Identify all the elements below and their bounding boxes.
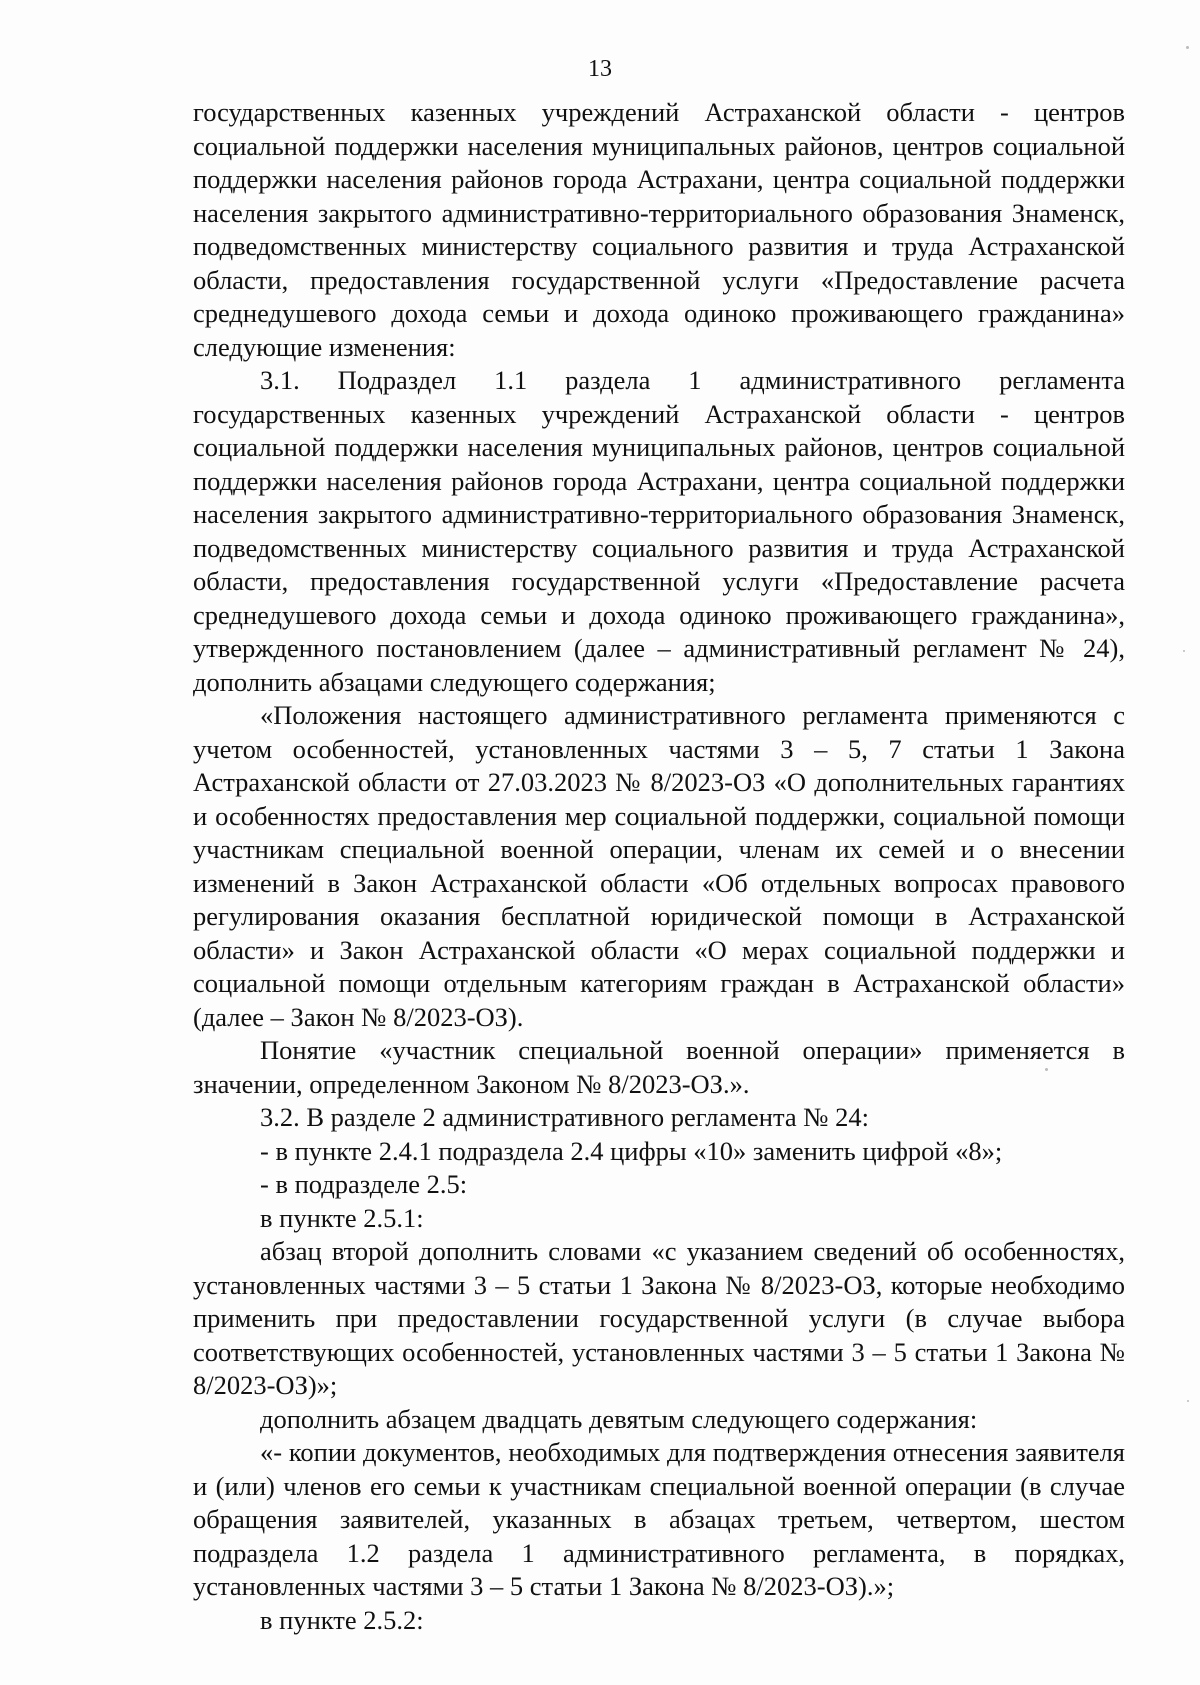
scan-speck [1187, 1400, 1189, 1402]
paragraph-5: - в пункте 2.4.1 подраздела 2.4 цифры «10» заменить цифрой «8»; [260, 1135, 1003, 1166]
scan-speck [1183, 650, 1185, 652]
paragraph-1: 3.1. Подраздел 1.1 раздела 1 административного регламента государственных казенных учреждений Астраханской области - центров социальной поддержки населения муниципальных районов, центров социальной поддержки населения районов города Астрахани, центра социальной поддержки населения закрытого административно-территориального образования Знаменск, подведомственных министерству социального развития и труда Астраханской области, предоставления государственной услуги «Предоставление расчета среднедушевого дохода семьи и дохода одиноко проживающего гражданина», утвержденного постановлением (далее – административный регламент № 24), дополнить абзацами следующего содержания; [193, 365, 1125, 697]
scan-speck [1045, 1068, 1048, 1071]
paragraph-10: «- копии документов, необходимых для подтверждения отнесения заявителя и (или) членов его семьи к участникам специальной военной операции (в случае обращения заявителей, указанных в абзацах третьем, четвертом, шестом подраздела 1.2 раздела 1 административного регламента, в порядках, установленных частями 3 – 5 статьи 1 Закона № 8/2023-ОЗ).»; [193, 1437, 1125, 1601]
paragraph-3: Понятие «участник специальной военной операции» применяется в значении, определенном Законом № 8/2023-ОЗ.». [193, 1035, 1125, 1099]
paragraph-4: 3.2. В разделе 2 административного регламента № 24: [260, 1102, 870, 1132]
document-body [193, 96, 1125, 1637]
paragraph-0: государственных казенных учреждений Астраханской области - центров социальной поддержки населения муниципальных районов, центров социальной поддержки населения районов города Астрахани, центра социальной поддержки населения закрытого административно-территориального образования Знаменск, подведомственных министерству социального развития и труда Астраханской области, предоставления государственной услуги «Предоставление расчета среднедушевого дохода семьи и дохода одиноко проживающего гражданина» следующие изменения: [193, 97, 1125, 362]
paragraph-7: в пункте 2.5.1: [260, 1202, 424, 1233]
paragraph-6: - в подразделе 2.5: [260, 1169, 468, 1199]
paragraph-11: в пункте 2.5.2: [260, 1604, 424, 1635]
page-number: 13 [588, 56, 612, 82]
scan-speck [1186, 46, 1189, 49]
paragraph-9: дополнить абзацем двадцать девятым следующего содержания: [260, 1403, 978, 1434]
paragraph-2: «Положения настоящего административного регламента применяются с учетом особенностей, установленных частями 3 – 5, 7 статьи 1 Закона Астраханской области от 27.03.2023 № 8/2023-ОЗ «О дополнительных гарантиях и особенностях предоставления мер социальной поддержки, социальной помощи участникам специальной военной операции, членам их семей и о внесении изменений в Закон Астраханской области «Об отдельных вопросах правового регулирования оказания бесплатной юридической помощи в Астраханской области» и Закон Астраханской области «О мерах социальной поддержки и социальной помощи отдельным категориям граждан в Астраханской области» (далее – Закон № 8/2023-ОЗ). [193, 700, 1125, 1032]
paragraph-8: абзац второй дополнить словами «с указанием сведений об особенностях, установленных частями 3 – 5 статьи 1 Закона № 8/2023-ОЗ, которые необходимо применить при предоставлении государственной услуги (в случае выбора соответствующих особенностей, установленных частями 3 – 5 статьи 1 Закона № 8/2023-ОЗ)»; [193, 1236, 1125, 1400]
